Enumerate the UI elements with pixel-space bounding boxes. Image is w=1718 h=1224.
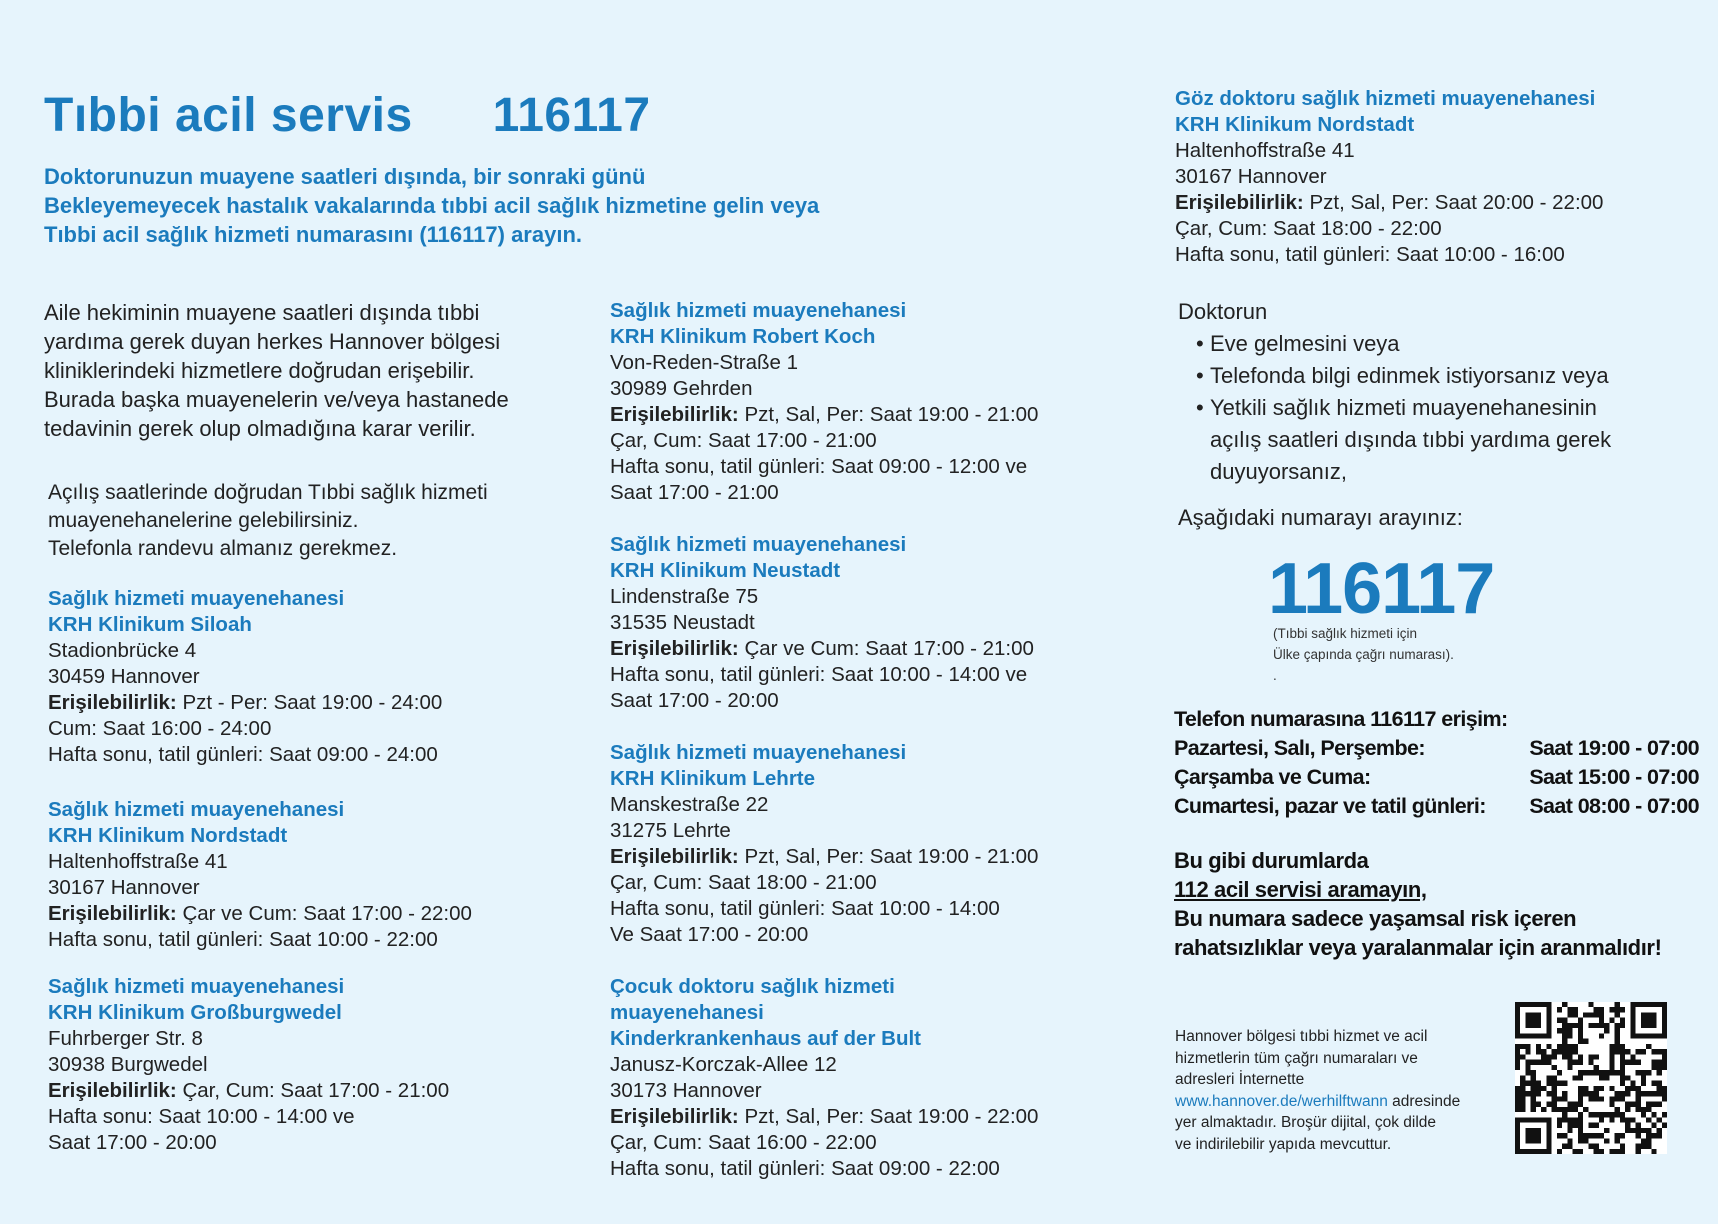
footer-line: adresleri İnternette [1175, 1071, 1305, 1088]
note-line: (Tıbbi sağlık hizmeti için [1273, 626, 1418, 641]
qr-code-icon[interactable] [1515, 1002, 1667, 1154]
hours-text: Pzt, Sal, Per: Saat 19:00 - 21:00 [744, 403, 1039, 426]
clinic-hours: Saat 17:00 - 20:00 [48, 1131, 217, 1154]
hours-text: Çar ve Cum: Saat 17:00 - 21:00 [744, 637, 1034, 660]
hours-text: Çar ve Cum: Saat 17:00 - 22:00 [182, 902, 472, 925]
clinic-hours [1175, 190, 1603, 216]
clinic-siloah [48, 586, 442, 768]
clinic-type: Sağlık hizmeti muayenehanesi [48, 587, 345, 610]
paragraph-line: yardıma gerek duyan herkes Hannover bölgesi [44, 329, 501, 354]
access-time: Saat 19:00 - 07:00 [1529, 736, 1699, 760]
call-label: Aşağıdaki numarayı arayınız: [1178, 505, 1463, 530]
doctor-conditions-list [1178, 328, 1611, 488]
clinic-hours: Hafta sonu, tatil günleri: Saat 09:00 - 12:00 ve [610, 455, 1028, 478]
clinic-name: KRH Klinikum Nordstadt [48, 824, 288, 847]
clinic-hours: Çar, Cum: Saat 16:00 - 22:00 [610, 1131, 877, 1154]
clinic-city: 31275 Lehrte [610, 819, 731, 842]
clinic-hours [610, 636, 1034, 662]
clinic-kinderkrankenhaus [610, 974, 1038, 1182]
page-title [44, 88, 651, 143]
clinic-type: Sağlık hizmeti muayenehanesi [610, 741, 907, 764]
paragraph-line: Burada başka muayenelerin ve/veya hastanede [44, 387, 509, 412]
clinic-hours: Çar, Cum: Saat 18:00 - 21:00 [610, 871, 877, 894]
title-text: Tıbbi acil servis [44, 89, 413, 142]
hours-text: Pzt, Sal, Per: Saat 20:00 - 22:00 [1309, 191, 1604, 214]
access-label: Erişilebilirlik: [610, 845, 739, 868]
warning-emphasis: 112 acil servisi aramayın, [1174, 877, 1427, 902]
clinic-name: KRH Klinikum Großburgwedel [48, 1001, 342, 1024]
access-days: Pazartesi, Salı, Perşembe: [1174, 736, 1425, 760]
access-label: Erişilebilirlik: [610, 637, 739, 660]
clinic-hours: Hafta sonu, tatil günleri: Saat 10:00 - 22:00 [48, 928, 438, 951]
list-item-line: duyuyorsanız, [1210, 459, 1347, 484]
clinic-street: Manskestraße 22 [610, 793, 769, 816]
clinic-grossburgwedel [48, 974, 449, 1156]
access-row [1174, 792, 1699, 821]
clinic-nordstadt [48, 797, 472, 953]
warning-line: Bu gibi durumlarda [1174, 848, 1369, 873]
clinic-neustadt [610, 532, 1034, 714]
access-label: Erişilebilirlik: [610, 1105, 739, 1128]
intro-line: Tıbbi acil sağlık hizmeti numarasını (116117) arayın. [44, 222, 583, 247]
clinic-street: Janusz-Korczak-Allee 12 [610, 1053, 837, 1076]
clinic-hours [610, 402, 1038, 428]
intro-line: Bekleyemeyecek hastalık vakalarında tıbbi acil sağlık hizmetine gelin veya [44, 193, 820, 218]
warning-text [1174, 846, 1662, 962]
clinic-street: Haltenhoffstraße 41 [48, 850, 228, 873]
paragraph-line: Aile hekiminin muayene saatleri dışında tıbbi [44, 300, 480, 325]
clinic-street: Fuhrberger Str. 8 [48, 1027, 203, 1050]
access-label: Erişilebilirlik: [48, 902, 177, 925]
clinic-hours: Hafta sonu, tatil günleri: Saat 09:00 - 24:00 [48, 743, 438, 766]
footer-note [1175, 1026, 1515, 1155]
clinic-type: Çocuk doktoru sağlık hizmeti [610, 975, 895, 998]
clinic-hours: Çar, Cum: Saat 17:00 - 21:00 [610, 429, 877, 452]
warning-line: Bu numara sadece yaşamsal risk içeren [1174, 906, 1577, 931]
website-link[interactable]: www.hannover.de/werhilftwann [1175, 1092, 1388, 1110]
clinic-robert-koch [610, 298, 1038, 506]
paragraph-line: Açılış saatlerinde doğrudan Tıbbi sağlık hizmeti [48, 481, 488, 504]
clinic-hours [48, 690, 442, 716]
clinic-type: Sağlık hizmeti muayenehanesi [48, 975, 345, 998]
note-line: . [1273, 668, 1277, 683]
paragraph-line: Telefonla randevu almanız gerekmez. [48, 537, 398, 560]
clinic-city: 31535 Neustadt [610, 611, 755, 634]
clinic-hours [610, 844, 1038, 870]
clinic-name: KRH Klinikum Siloah [48, 613, 252, 636]
clinic-name: KRH Klinikum Lehrte [610, 767, 816, 790]
hours-text: Pzt - Per: Saat 19:00 - 24:00 [182, 691, 443, 714]
clinic-type: Sağlık hizmeti muayenehanesi [610, 299, 907, 322]
hours-text: Çar, Cum: Saat 17:00 - 21:00 [182, 1079, 450, 1102]
access-row [1174, 763, 1699, 792]
title-number: 116117 [492, 89, 651, 142]
note-line: Ülke çapında çağrı numarası). [1273, 647, 1454, 662]
access-row [1174, 734, 1699, 763]
info-paragraph [44, 298, 604, 443]
access-label: Erişilebilirlik: [48, 1079, 177, 1102]
clinic-hours: Hafta sonu: Saat 10:00 - 14:00 ve [48, 1105, 355, 1128]
clinic-city: 30989 Gehrden [610, 377, 753, 400]
list-item [1196, 392, 1611, 488]
clinic-name: KRH Klinikum Robert Koch [610, 325, 876, 348]
footer-line: yer almaktadır. Broşür dijital, çok dilde [1175, 1114, 1437, 1131]
big-phone-number: 116117 [1268, 549, 1495, 629]
list-item-line: açılış saatleri dışında tıbbi yardıma gerek [1210, 427, 1612, 452]
access-time: Saat 15:00 - 07:00 [1529, 765, 1699, 789]
clinic-city: 30173 Hannover [610, 1079, 762, 1102]
access-label: Erişilebilirlik: [48, 691, 177, 714]
footer-line: ve indirilebilir yapıda mevcuttur. [1175, 1135, 1392, 1153]
clinic-eye-nordstadt [1175, 86, 1603, 268]
paragraph-line: tedavinin gerek olup olmadığına karar verilir. [44, 416, 476, 441]
clinic-city: 30167 Hannover [1175, 165, 1327, 188]
clinic-street: Von-Reden-Straße 1 [610, 351, 799, 374]
doctor-conditions [1178, 296, 1611, 488]
access-days: Cumartesi, pazar ve tatil günleri: [1174, 794, 1486, 818]
phone-number-note [1273, 623, 1454, 686]
list-item: • Eve gelmesini veya [1196, 328, 1611, 360]
clinic-hours: Saat 17:00 - 20:00 [610, 689, 779, 712]
clinic-street: Stadionbrücke 4 [48, 639, 197, 662]
clinic-street: Haltenhoffstraße 41 [1175, 139, 1355, 162]
footer-line [1175, 1091, 1515, 1113]
access-days: Çarşamba ve Cuma: [1174, 765, 1371, 789]
clinic-lehrte [610, 740, 1038, 948]
clinic-hours: Hafta sonu, tatil günleri: Saat 10:00 - 14:00 [610, 897, 1000, 920]
clinic-hours: Cum: Saat 16:00 - 24:00 [48, 717, 272, 740]
clinic-type: Sağlık hizmeti muayenehanesi [48, 798, 345, 821]
clinic-hours [48, 1078, 449, 1104]
clinic-hours [610, 1104, 1038, 1130]
hours-text: Pzt, Sal, Per: Saat 19:00 - 22:00 [744, 1105, 1039, 1128]
footer-text: adresinde [1387, 1092, 1461, 1110]
list-item-line: • Yetkili sağlık hizmeti muayenehanesinin [1210, 395, 1597, 420]
walk-in-paragraph [48, 479, 608, 563]
clinic-city: 30167 Hannover [48, 876, 200, 899]
doctor-intro: Doktorun [1178, 299, 1268, 324]
clinic-hours [48, 901, 472, 927]
footer-line: hizmetlerin tüm çağrı numaraları ve [1175, 1049, 1418, 1067]
access-label: Erişilebilirlik: [610, 403, 739, 426]
clinic-hours: Hafta sonu, tatil günleri: Saat 10:00 - 14:00 ve [610, 663, 1028, 686]
access-title: Telefon numarasına 116117 erişim: [1174, 707, 1508, 731]
paragraph-line: muayenehanelerine gelebilirsiniz. [48, 509, 359, 532]
clinic-type: Göz doktoru sağlık hizmeti muayenehanesi [1175, 87, 1596, 110]
clinic-name: Kinderkrankenhaus auf der Bult [610, 1027, 921, 1050]
intro-line: Doktorunuzun muayene saatleri dışında, bir sonraki günü [44, 164, 646, 189]
clinic-hours: Çar, Cum: Saat 18:00 - 22:00 [1175, 217, 1442, 240]
intro-text [44, 162, 944, 249]
clinic-city: 30938 Burgwedel [48, 1053, 208, 1076]
phone-access-hours [1174, 704, 1699, 821]
clinic-name: KRH Klinikum Neustadt [610, 559, 841, 582]
warning-line: rahatsızlıklar veya yaralanmalar için aranmalıdır! [1174, 935, 1662, 960]
clinic-name: KRH Klinikum Nordstadt [1175, 113, 1415, 136]
clinic-hours: Hafta sonu, tatil günleri: Saat 10:00 - 16:00 [1175, 243, 1565, 266]
clinic-hours: Saat 17:00 - 21:00 [610, 481, 779, 504]
list-item: • Telefonda bilgi edinmek istiyorsanız veya [1196, 360, 1611, 392]
access-time: Saat 08:00 - 07:00 [1529, 794, 1699, 818]
clinic-hours: Hafta sonu, tatil günleri: Saat 09:00 - 22:00 [610, 1157, 1000, 1180]
clinic-city: 30459 Hannover [48, 665, 200, 688]
clinic-type: Sağlık hizmeti muayenehanesi [610, 533, 907, 556]
footer-line: Hannover bölgesi tıbbi hizmet ve acil [1175, 1028, 1428, 1045]
clinic-type: muayenehanesi [610, 1001, 764, 1024]
hours-text: Pzt, Sal, Per: Saat 19:00 - 21:00 [744, 845, 1039, 868]
clinic-street: Lindenstraße 75 [610, 585, 759, 608]
clinic-hours: Ve Saat 17:00 - 20:00 [610, 923, 809, 946]
paragraph-line: kliniklerindeki hizmetlere doğrudan erişebilir. [44, 358, 475, 383]
access-label: Erişilebilirlik: [1175, 191, 1304, 214]
